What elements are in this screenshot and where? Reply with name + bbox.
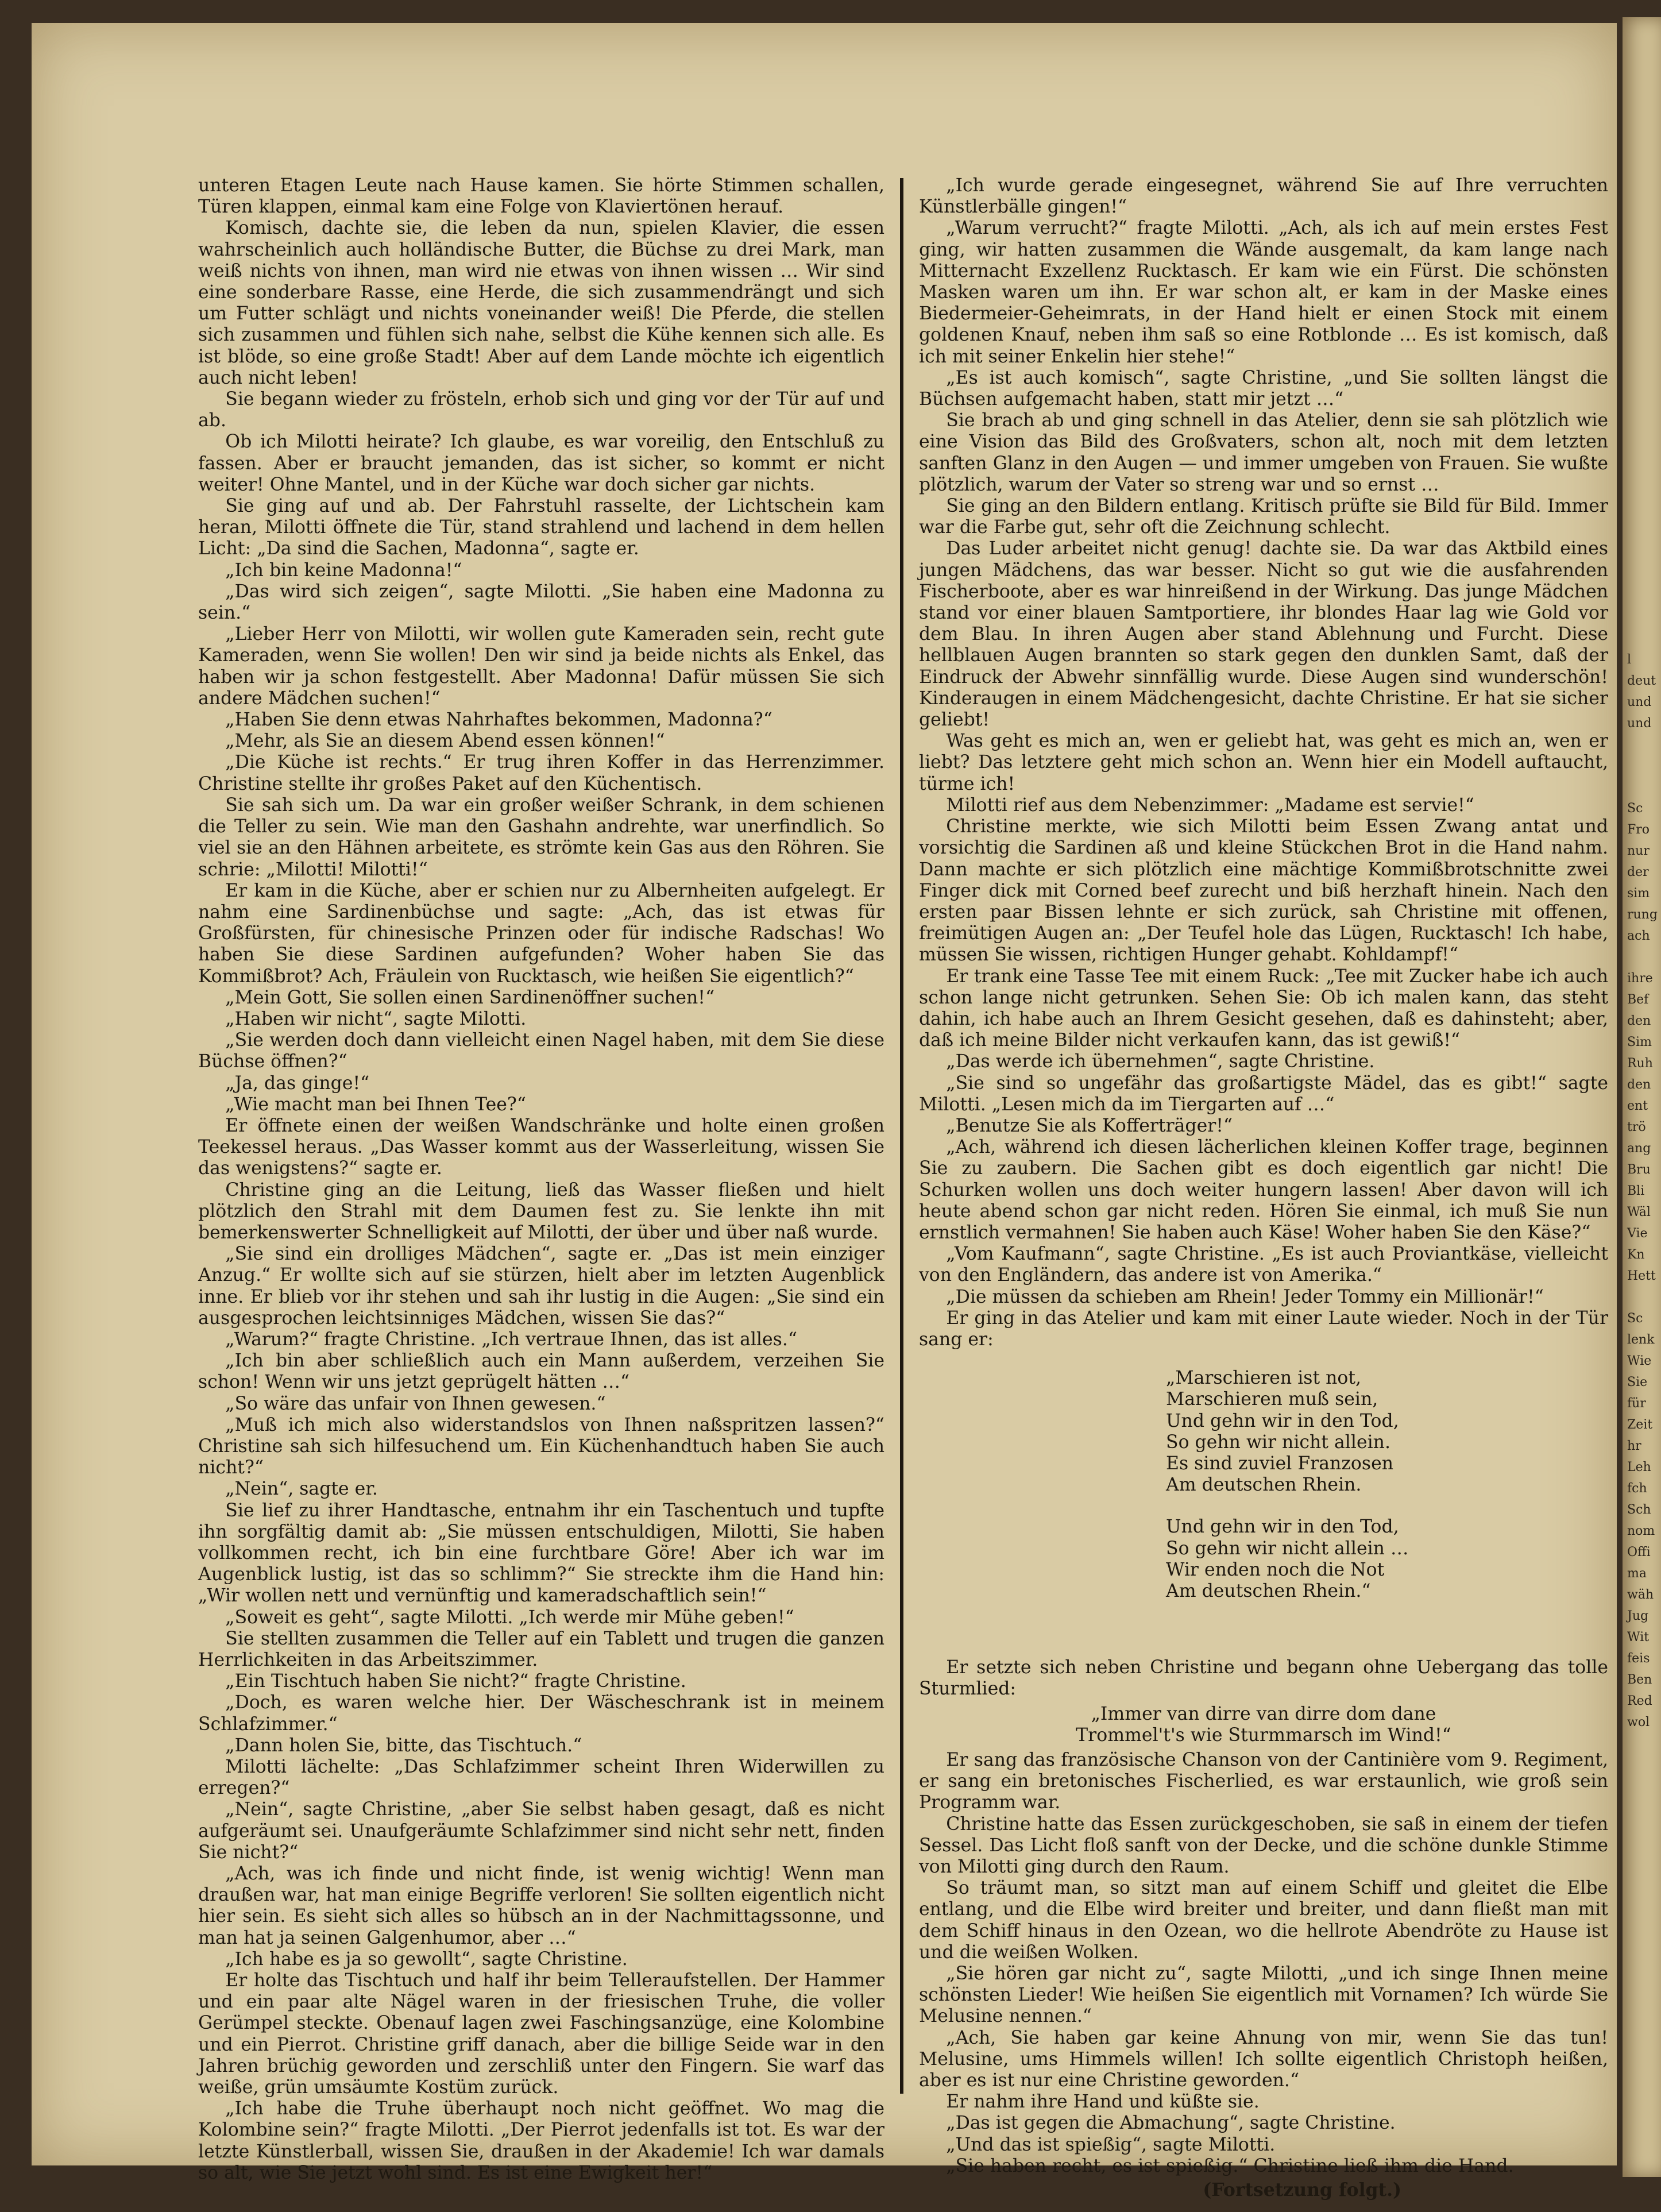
left-column-paragraph: Milotti lächelte: „Das Schlafzimmer scheint Ihren Widerwillen zu erregen?“ xyxy=(198,1757,884,1799)
right-column xyxy=(919,175,1608,2201)
left-column-paragraph: „Ach, was ich finde und nicht finde, ist wenig wichtig! Wenn man draußen war, hat man einige Begriffe verloren! Sie sollten eigentlich nicht hier sein. Es sieht sich alles so hübsch an in der Nachmittagssonne, und man hat ja seinen Galgenhumor, aber …“ xyxy=(198,1863,884,1948)
right-column-before-poem-paragraph: Das Luder arbeitet nicht genug! dachte sie. Da war das Aktbild eines jungen Mädchens, das war besser. Nicht so gut wie die ausfahrenden Fischerboote, aber es war hinreißend in der Wirkung. Das junge Mädchen stand vor einer blauen Samtportiere, ihr blondes Haar lag wie Gold vor dem Blau. In ihren Augen aber stand Ablehnung und Furcht. Diese hellblauen Augen brannten so stark gegen den dunklen Samt, daß der Eindruck der Abwehr sinnfällig wurde. Diese Augen sind wunderschön! Kinderaugen in einem Mädchengesicht, dachte Christine. Er hat sie sicher geliebt! xyxy=(919,538,1608,731)
left-column-paragraph: Sie begann wieder zu frösteln, erhob sich und ging vor der Tür auf und ab. xyxy=(198,389,884,431)
newspaper-page xyxy=(32,23,1617,2201)
right-column-after-poem-paragraph: Christine hatte das Essen zurückgeschoben, sie saß in einem der tiefen Sessel. Das Licht floß sanft von der Decke, und die schöne dunkle Stimme von Milotti ging durch den Raum. xyxy=(919,1813,1608,1878)
left-column-paragraph: „Warum?“ fragte Christine. „Ich vertraue Ihnen, das ist alles.“ xyxy=(225,1329,797,1350)
left-column-paragraph: „Soweit es geht“, sagte Milotti. „Ich werde mir Mühe geben!“ xyxy=(225,1607,794,1628)
right-column-before-poem-paragraph: „Benutze Sie als Kofferträger!“ xyxy=(946,1115,1233,1136)
poem-line: Marschieren muß sein, xyxy=(1166,1389,1378,1410)
left-column-paragraph: unteren Etagen Leute nach Hause kamen. Sie hörte Stimmen schallen, Türen klappen, einmal kam eine Folge von Klaviertönen herauf. xyxy=(198,175,884,218)
poem-line: Und gehn wir in den Tod, xyxy=(1166,1410,1399,1431)
right-column-after-poem-paragraph: „Sie haben recht, es ist spießig.“ Christine ließ ihm die Hand. xyxy=(946,2155,1514,2176)
left-column xyxy=(198,175,884,2184)
left-column-paragraph: „Ja, das ginge!“ xyxy=(225,1072,370,1094)
right-column-before-poem-paragraph: „Es ist auch komisch“, sagte Christine, „und Sie sollten längst die Büchsen aufgemacht haben, statt mir jetzt …“ xyxy=(919,367,1608,410)
left-column-paragraph: „Ich bin keine Madonna!“ xyxy=(225,559,462,581)
left-column-paragraph: Sie ging auf und ab. Der Fahrstuhl rasselte, der Lichtschein kam heran, Milotti öffnete die Tür, stand strahlend und lachend in dem hellen Licht: „Da sind die Sachen, Madonna“, sagte er. xyxy=(198,496,884,559)
poem-stanza xyxy=(1166,1516,1608,1602)
right-column-before-poem-paragraph: Sie brach ab und ging schnell in das Atelier, denn sie sah plötzlich wie eine Vision das Bild des Großvaters, schon alt, noch mit dem letzten sanften Glanz in den Augen — und immer umgeben von Frauen. Sie wußte plötzlich, warum der Vater so streng war und so ernst … xyxy=(919,410,1608,495)
left-column-paragraph: „So wäre das unfair von Ihnen gewesen.“ xyxy=(225,1393,606,1414)
right-column-before-poem-paragraph: „Warum verrucht?“ fragte Milotti. „Ach, als ich auf mein erstes Fest ging, wir hatten zusammen die Wände ausgemalt, da kam lange nach Mitternacht Exzellenz Rucktasch. Er kam wie ein Fürst. Die schönsten Masken waren um ihn. Er war schon alt, er kam in der Maske eines Biedermeier-Geheimrats, in der Hand hielt er einen Stock mit einem goldenen Knauf, neben ihm saß so eine Rotblonde … Es ist komisch, daß ich mit seiner Enkelin hier stehe!“ xyxy=(919,218,1608,367)
left-column-paragraph: „Ein Tischtuch haben Sie nicht?“ fragte Christine. xyxy=(225,1671,686,1692)
left-column-paragraph: „Doch, es waren welche hier. Der Wäscheschrank ist in meinem Schlafzimmer.“ xyxy=(198,1692,884,1735)
section-gap xyxy=(919,1625,1608,1657)
right-column-before-poem-paragraph: Milotti rief aus dem Nebenzimmer: „Madame est servie!“ xyxy=(946,794,1474,816)
left-column-paragraph: „Nein“, sagte Christine, „aber Sie selbst haben gesagt, daß es nicht aufgeräumt sei. Unaufgeräumte Schlafzimmer sind nicht sehr nett, finden Sie nicht?“ xyxy=(198,1799,884,1863)
left-column-paragraph: „Die Küche ist rechts.“ Er trug ihren Koffer in das Herrenzimmer. Christine stellte ihr großes Paket auf den Küchentisch. xyxy=(198,752,884,794)
right-column-before-poem-paragraph: Christine merkte, wie sich Milotti beim Essen Zwang antat und vorsichtig die Sardinen aß und kleine Stückchen Brot in die Hand nahm. Dann machte er sich plötzlich eine mächtige Kommißbrotschnitte zwei Finger dick mit Corned beef zurecht und biß herzhaft hinein. Nach den ersten paar Bissen lehnte er sich zurück, sah Christine mit offenen, freimütigen Augen an: „Der Teufel hole das Lügen, Rucktasch! Ich habe, müssen Sie wissen, richtigen Hunger gehabt. Kohldampf!“ xyxy=(919,816,1608,966)
left-column-paragraph: Sie lief zu ihrer Handtasche, entnahm ihr ein Taschentuch und tupfte ihn sorgfältig damit ab: „Sie müssen entschuldigen, Milotti, Sie haben vollkommen recht, ich bin eine furchtbare Göre! Aber ich war im Augenblick lustig, ist das so schlimm?“ Sie streckte ihm die Hand hin: „Wir wollen nett und vernünftig und kameradschaftlich sein!“ xyxy=(198,1500,884,1607)
left-column-paragraph: „Ich habe die Truhe überhaupt noch nicht geöffnet. Wo mag die Kolombine sein?“ fragte Milotti. „Der Pierrot jedenfalls ist tot. Es war der letzte Künstlerball, wissen Sie, draußen in der Akademie! Ich war damals so alt, wie Sie jetzt wohl sind. Es ist eine Ewigkeit her!“ xyxy=(198,2098,884,2183)
right-column-before-poem-paragraph: „Sie sind so ungefähr das großartigste Mädel, das es gibt!“ sagte Milotti. „Lesen mich da im Tiergarten auf …“ xyxy=(919,1072,1608,1115)
right-column-before-poem-paragraph: Er ging in das Atelier und kam mit einer Laute wieder. Noch in der Tür sang er: xyxy=(919,1307,1608,1350)
right-column-before-poem-paragraph: „Ich wurde gerade eingesegnet, während Sie auf Ihre verruchten Künstlerbälle gingen!“ xyxy=(919,175,1608,218)
right-column-before-poem-paragraph: „Vom Kaufmann“, sagte Christine. „Es ist auch Proviantkäse, vielleicht von den Engländern, das andere ist von Amerika.“ xyxy=(919,1244,1608,1286)
adjacent-page-text-fragments: l deut und und Sc Fro nur der sim rung ach ihre Bef den Sim Ruh den ent trö ang Bru Bli Wäl Vie Kn Hett Sc lenk Wie Sie für Zeit hr Leh fch Sch nom Offi ma wäh Jug Wit feis Ben Red wol xyxy=(1627,653,1658,1730)
right-column-after-poem-paragraph: So träumt man, so sitzt man auf einem Schiff und gleitet die Elbe entlang, und die Elbe wird breiter und breiter, und dann fließt man mit dem Schiff hinaus in den Ozean, wo die hellrote Abendröte zu Hause ist und die weißen Wolken. xyxy=(919,1878,1608,1963)
poem-stanza xyxy=(1166,1368,1608,1496)
right-column-text-before-poem xyxy=(919,175,1608,1350)
left-column-paragraph: Er holte das Tischtuch und half ihr beim Telleraufstellen. Der Hammer und ein paar alte Nägel waren in der friesischen Truhe, die voller Gerümpel steckte. Obenauf lagen zwei Faschingsanzüge, eine Kolombine und ein Pierrot. Christine griff danach, aber die billige Seide war in den Jahren brüchig geworden und zerschliß unter den Fingern. Sie warf das weiße, grün umsäumte Kostüm zurück. xyxy=(198,1970,884,2098)
sturmlied-lines xyxy=(919,1704,1608,1746)
adjacent-page-edge xyxy=(1623,17,1661,2177)
sturmlied-intro-paragraph: Er setzte sich neben Christine und begann ohne Uebergang das tolle Sturmlied: xyxy=(919,1657,1608,1700)
right-column-before-poem-paragraph: Was geht es mich an, wen er geliebt hat, was geht es mich an, wen er liebt? Das letztere geht mich schon an. Wenn hier ein Modell auftaucht, türme ich! xyxy=(919,731,1608,794)
right-column-before-poem-paragraph: Sie ging an den Bildern entlang. Kritisch prüfte sie Bild für Bild. Immer war die Farbe gut, sehr oft die Zeichnung schlecht. xyxy=(919,496,1608,538)
poem-line: Und gehn wir in den Tod, xyxy=(1166,1516,1399,1538)
right-column-after-poem-paragraph: Er sang das französische Chanson von der Cantinière vom 9. Regiment, er sang ein bretonisches Fischerlied, es war erstaunlich, wie groß sein Programm war. xyxy=(919,1750,1608,1813)
poem-line: Wir enden noch die Not xyxy=(1166,1559,1385,1580)
left-column-paragraph: „Haben wir nicht“, sagte Milotti. xyxy=(225,1008,527,1029)
right-column-before-poem-paragraph: Er trank eine Tasse Tee mit einem Ruck: „Tee mit Zucker habe ich auch schon lange nicht getrunken. Sehen Sie: Ob ich malen kann, das steht dahin, ich habe auch an Ihrem Gesicht gesehen, daß es dahinsteht; aber, daß ich meine Bilder nicht verkaufen kann, das ist gewiß!“ xyxy=(919,966,1608,1051)
right-column-after-poem-paragraph: „Ach, Sie haben gar keine Ahnung von mir, wenn Sie das tun! Melusine, ums Himmels willen! Ich sollte eigentlich Christoph heißen, aber es ist nur eine Christine geworden.“ xyxy=(919,2027,1608,2091)
right-column-text-after-poem xyxy=(919,1750,1608,2177)
poem-line: So gehn wir nicht allein. xyxy=(1166,1431,1390,1453)
right-column-after-poem-paragraph: Er nahm ihre Hand und küßte sie. xyxy=(946,2091,1260,2113)
left-column-paragraph: Komisch, dachte sie, die leben da nun, spielen Klavier, die essen wahrscheinlich auch holländische Butter, die Büchse zu drei Mark, man weiß nichts von ihnen, man wird nie etwas von ihnen wissen … Wir sind eine sonderbare Rasse, eine Herde, die sich zusammendrängt und sich um Futter schlägt und nichts voneinander weiß! Die Pferde, die stellen sich zusammen und fühlen sich nahe, selbst die Kühe kennen sich alle. Es ist blöde, so eine große Stadt! Aber auf dem Lande möchte ich eigentlich auch nicht leben! xyxy=(198,218,884,388)
left-column-paragraph: „Wie macht man bei Ihnen Tee?“ xyxy=(225,1094,526,1115)
poem-line: Es sind zuviel Franzosen xyxy=(1166,1453,1393,1474)
left-column-paragraph: Sie sah sich um. Da war ein großer weißer Schrank, in dem schienen die Teller zu sein. Wie man den Gashahn andrehte, war unerfindlich. So viel sie an den Hähnen arbeitete, es strömte kein Gas aus den Röhren. Sie schrie: „Milotti! Milotti!“ xyxy=(198,794,884,880)
right-column-after-poem-paragraph: „Und das ist spießig“, sagte Milotti. xyxy=(946,2134,1276,2155)
left-column-paragraph: „Sie sind ein drolliges Mädchen“, sagte er. „Das ist mein einziger Anzug.“ Er wollte sich auf sie stürzen, hielt aber im letzten Augenblick inne. Er blieb vor ihr stehen und sah ihr lustig in die Augen: „Sie sind ein ausgesprochen leichtsinniges Mädchen, wissen Sie das?“ xyxy=(198,1244,884,1329)
left-column-paragraph: Er kam in die Küche, aber er schien nur zu Albernheiten aufgelegt. Er nahm eine Sardinenbüchse und sagte: „Ach, das ist etwas für Großfürsten, für chinesische Prinzen oder für indische Radschas! Wo haben Sie diese Sardinen aufgefunden? Woher haben Sie das Kommißbrot? Ach, Fräulein von Rucktasch, wie heißen Sie eigentlich?“ xyxy=(198,880,884,987)
column-divider xyxy=(900,178,903,2094)
sturmlied-line: Trommel't's wie Sturmmarsch im Wind!“ xyxy=(1076,1724,1451,1746)
left-column-paragraph: „Das wird sich zeigen“, sagte Milotti. „Sie haben eine Madonna zu sein.“ xyxy=(198,581,884,624)
sturmlied-line: „Immer van dirre van dirre dom dane xyxy=(1091,1703,1436,1724)
left-column-paragraph: Sie stellten zusammen die Teller auf ein Tablett und trugen die ganzen Herrlichkeiten in das Arbeitszimmer. xyxy=(198,1628,884,1671)
left-column-paragraph: Ob ich Milotti heirate? Ich glaube, es war voreilig, den Entschluß zu fassen. Aber er braucht jemanden, das ist sicher, so kommt er nicht weiter! Ohne Mantel, und in der Küche war doch sicher gar nichts. xyxy=(198,431,884,495)
left-column-paragraph: „Muß ich mich also widerstandslos von Ihnen naßspritzen lassen?“ Christine sah sich hilfesuchend um. Ein Küchenhandtuch haben Sie auch nicht?“ xyxy=(198,1414,884,1478)
right-column-before-poem-paragraph: „Das werde ich übernehmen“, sagte Christine. xyxy=(946,1051,1375,1072)
left-column-paragraph: „Lieber Herr von Milotti, wir wollen gute Kameraden sein, recht gute Kameraden, wenn Sie wollen! Den wir sind ja beide nichts als Enkel, das haben wir ja schon festgestellt. Aber Madonna! Dafür müssen Sie sich andere Mädchen suchen!“ xyxy=(198,624,884,709)
poem-line: So gehn wir nicht allein … xyxy=(1166,1538,1409,1559)
left-column-paragraph: „Sie werden doch dann vielleicht einen Nagel haben, mit dem Sie diese Büchse öffnen?“ xyxy=(198,1030,884,1072)
marching-song-poem xyxy=(919,1368,1608,1602)
right-column-before-poem-paragraph: „Ach, während ich diesen lächerlichen kleinen Koffer trage, beginnen Sie zu zaubern. Die Sachen gibt es doch eigentlich gar nicht! Die Schurken wollen uns doch weiter hungern lassen! Aber davon will ich heute abend schon gar nicht reden. Hören Sie einmal, ich muß Sie nun ernstlich vermahnen! Sie haben auch Käse! Woher haben Sie den Käse?“ xyxy=(919,1137,1608,1243)
left-column-paragraph: „Mein Gott, Sie sollen einen Sardinenöffner suchen!“ xyxy=(225,987,715,1008)
left-column-paragraph: „Ich bin aber schließlich auch ein Mann außerdem, verzeihen Sie schon! Wenn wir uns jetzt geprügelt hätten …“ xyxy=(198,1350,884,1393)
left-column-paragraph: „Dann holen Sie, bitte, das Tischtuch.“ xyxy=(225,1735,582,1756)
continuation-notice: (Fortsetzung folgt.) xyxy=(1203,2179,1401,2201)
poem-line: „Marschieren ist not, xyxy=(1166,1368,1362,1389)
poem-line: Am deutschen Rhein.“ xyxy=(1166,1581,1371,1601)
left-column-paragraph: „Haben Sie denn etwas Nahrhaftes bekommen, Madonna?“ xyxy=(225,709,772,731)
right-column-after-poem-paragraph: „Das ist gegen die Abmachung“, sagte Christine. xyxy=(946,2113,1396,2134)
poem-line: Am deutschen Rhein. xyxy=(1166,1474,1362,1496)
left-column-paragraph: „Nein“, sagte er. xyxy=(225,1478,378,1500)
left-column-paragraph: „Ich habe es ja so gewollt“, sagte Christine. xyxy=(225,1948,628,1970)
left-column-paragraph: Er öffnete einen der weißen Wandschränke und holte einen großen Teekessel heraus. „Das Wasser kommt aus der Wasserleitung, wissen Sie das wenigstens?“ sagte er. xyxy=(198,1115,884,1179)
right-column-before-poem-paragraph: „Die müssen da schieben am Rhein! Jeder Tommy ein Millionär!“ xyxy=(946,1286,1544,1307)
left-column-paragraph: „Mehr, als Sie an diesem Abend essen können!“ xyxy=(225,731,665,752)
right-column-after-poem-paragraph: „Sie hören gar nicht zu“, sagte Milotti, „und ich singe Ihnen meine schönsten Lieder! Wie heißen Sie eigentlich mit Vornamen? Ich würde Sie Melusine nennen.“ xyxy=(919,1963,1608,2027)
left-column-paragraph: Christine ging an die Leitung, ließ das Wasser fließen und hielt plötzlich den Strahl mit dem Daumen fest zu. Sie lenkte ihn mit bemerkenswerter Schnelligkeit auf Milotti, der über und über naß wurde. xyxy=(198,1179,884,1243)
